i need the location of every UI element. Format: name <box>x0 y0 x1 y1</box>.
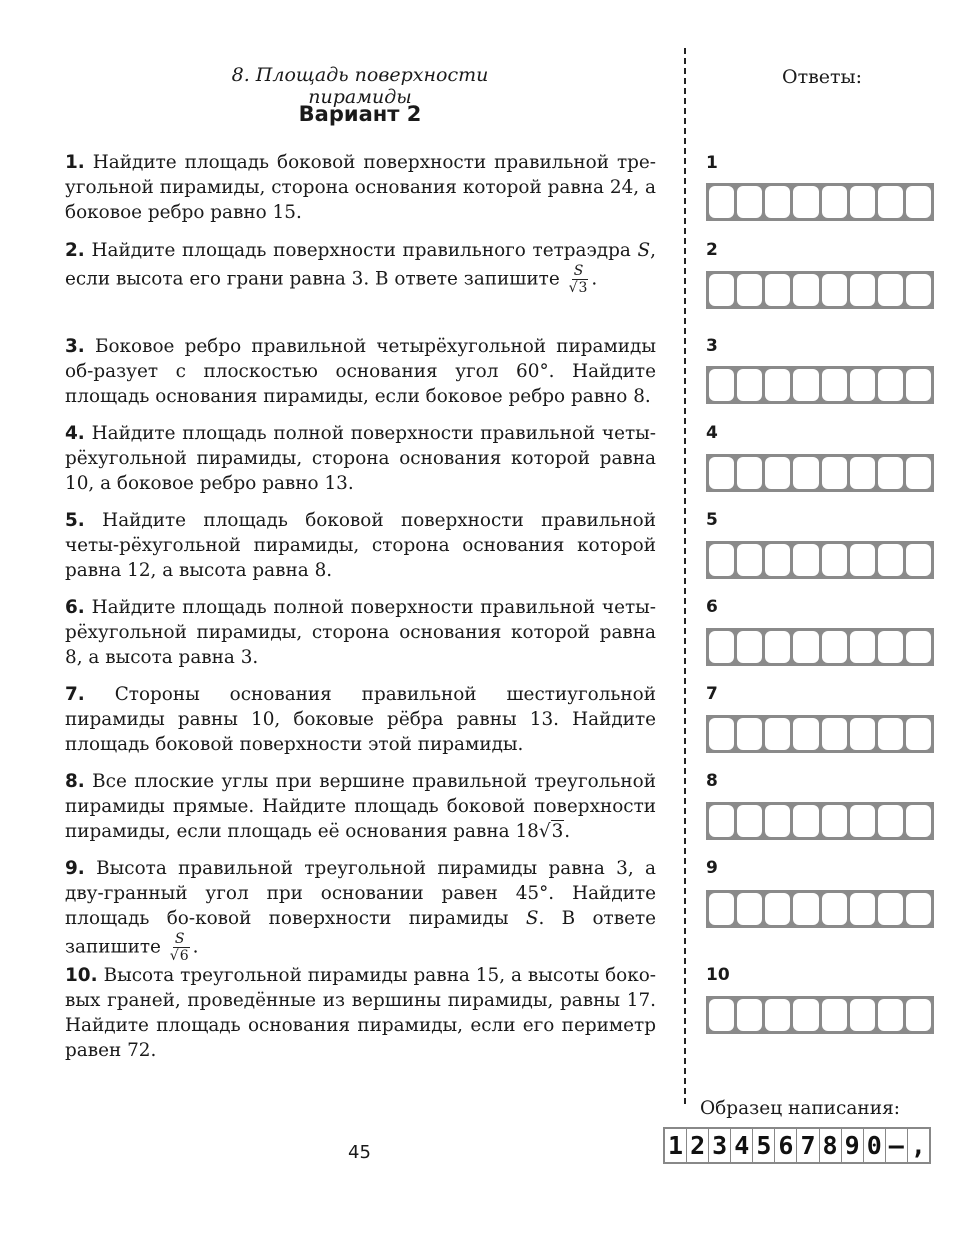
problem-text: Найдите площадь полной поверхности правильной четы-рёхугольной пирамиды, сторона основания которой равна 8, а высота равна 3. <box>65 597 656 668</box>
sample-char: 1 <box>665 1129 687 1162</box>
answer-cell[interactable] <box>709 631 734 663</box>
problem-6 <box>65 595 656 670</box>
answer-cell[interactable] <box>878 369 903 401</box>
sample-digits <box>663 1127 931 1164</box>
answer-cell[interactable] <box>765 186 790 218</box>
answer-cell[interactable] <box>878 186 903 218</box>
answer-cell[interactable] <box>822 718 847 750</box>
answer-label-4: 4 <box>706 423 718 443</box>
problem-text: Боковое ребро правильной четырёхугольной пирамиды об-разует с плоскостью основания угол 60°. Найдите площадь основания пирамиды, если боковое ребро равно 8. <box>65 336 656 407</box>
answer-cell[interactable] <box>850 718 875 750</box>
answer-cell[interactable] <box>765 999 790 1031</box>
problem-number: 5. <box>65 510 85 531</box>
answer-cell[interactable] <box>878 274 903 306</box>
answer-cell[interactable] <box>822 805 847 837</box>
problem-number: 2. <box>65 240 85 261</box>
problem-1 <box>65 150 656 225</box>
sample-char: 7 <box>797 1129 819 1162</box>
variable-s: S <box>637 240 651 261</box>
answer-cell[interactable] <box>906 369 931 401</box>
answer-boxes-5[interactable] <box>706 541 934 579</box>
sqrt-radicand: 6 <box>179 948 189 964</box>
answer-cell[interactable] <box>709 369 734 401</box>
problem-text: Все плоские углы при вершине правильной треугольной пирамиды прямые. Найдите площадь боковой поверхности пирамиды, если площадь её основания равна 18 <box>65 771 656 842</box>
answer-cell[interactable] <box>906 999 931 1031</box>
answer-cell[interactable] <box>878 718 903 750</box>
answer-boxes-2[interactable] <box>706 271 934 309</box>
answer-cell[interactable] <box>737 999 762 1031</box>
problem-text: . <box>192 936 199 958</box>
answer-cell[interactable] <box>850 999 875 1031</box>
answers-title: Ответы: <box>782 66 863 88</box>
answer-cell[interactable] <box>850 457 875 489</box>
answer-cell[interactable] <box>737 805 762 837</box>
answer-boxes-1[interactable] <box>706 183 934 221</box>
answer-cell[interactable] <box>906 186 931 218</box>
fraction-numerator: S <box>573 263 584 279</box>
fraction-denominator: √6 <box>169 948 189 964</box>
problem-10 <box>65 963 656 1063</box>
problem-number: 4. <box>65 423 85 444</box>
answer-cell[interactable] <box>850 186 875 218</box>
answer-cell[interactable] <box>737 457 762 489</box>
answer-cell[interactable] <box>737 544 762 576</box>
answer-cell[interactable] <box>737 631 762 663</box>
sample-label: Образец написания: <box>700 1098 900 1119</box>
answer-cell[interactable] <box>822 544 847 576</box>
sample-char: 2 <box>687 1129 709 1162</box>
answer-cell[interactable] <box>793 457 818 489</box>
answer-cell[interactable] <box>793 631 818 663</box>
problem-9 <box>65 856 656 964</box>
sample-char: 3 <box>709 1129 731 1162</box>
answer-label-1: 1 <box>706 153 718 173</box>
answer-cell[interactable] <box>906 631 931 663</box>
answer-cell[interactable] <box>878 544 903 576</box>
sqrt-radicand: 3 <box>578 280 588 296</box>
sample-char: 5 <box>753 1129 775 1162</box>
answer-cell[interactable] <box>765 805 790 837</box>
answer-cell[interactable] <box>850 369 875 401</box>
answer-label-3: 3 <box>706 336 718 356</box>
answer-cell[interactable] <box>765 893 790 925</box>
problem-number: 3. <box>65 336 85 357</box>
problem-3 <box>65 334 656 409</box>
problem-4 <box>65 421 656 496</box>
section-header: 8. Площадь поверхности пирамиды <box>231 64 489 108</box>
answer-cell[interactable] <box>709 457 734 489</box>
answer-cell[interactable] <box>765 457 790 489</box>
answer-cell[interactable] <box>850 544 875 576</box>
problem-text: . <box>564 821 571 842</box>
answer-cell[interactable] <box>850 274 875 306</box>
sample-char: 6 <box>775 1129 797 1162</box>
answer-cell[interactable] <box>822 186 847 218</box>
variable-s: S <box>525 908 539 929</box>
answer-cell[interactable] <box>737 893 762 925</box>
answer-cell[interactable] <box>878 893 903 925</box>
answer-boxes-7[interactable] <box>706 715 934 753</box>
answer-cell[interactable] <box>737 186 762 218</box>
answer-cell[interactable] <box>878 999 903 1031</box>
answer-label-9: 9 <box>706 858 718 878</box>
answer-cell[interactable] <box>906 457 931 489</box>
problem-text: Найдите площадь полной поверхности правильной четы-рёхугольной пирамиды, сторона основания которой равна 10, а боковое ребро равно 13. <box>65 423 656 494</box>
answer-cell[interactable] <box>878 631 903 663</box>
sample-char: 4 <box>731 1129 753 1162</box>
sample-char: , <box>910 1131 926 1160</box>
answer-label-10: 10 <box>706 965 730 985</box>
answer-cell[interactable] <box>850 631 875 663</box>
variant-title: Вариант 2 <box>298 102 422 126</box>
answer-cell[interactable] <box>793 369 818 401</box>
answer-cell[interactable] <box>906 718 931 750</box>
answer-cell[interactable] <box>822 999 847 1031</box>
answer-cell[interactable] <box>906 544 931 576</box>
answer-label-7: 7 <box>706 684 718 704</box>
sample-char: 8 <box>820 1129 842 1162</box>
answer-cell[interactable] <box>793 186 818 218</box>
answer-cell[interactable] <box>709 186 734 218</box>
answer-cell[interactable] <box>709 274 734 306</box>
answer-cell[interactable] <box>765 274 790 306</box>
page-number: 45 <box>348 1142 371 1163</box>
answer-cell[interactable] <box>906 274 931 306</box>
problem-number: 6. <box>65 597 85 618</box>
answer-cell[interactable] <box>822 369 847 401</box>
answer-boxes-6[interactable] <box>706 628 934 666</box>
answer-cell[interactable] <box>709 805 734 837</box>
sample-char: 9 <box>842 1129 864 1162</box>
fraction <box>568 263 590 296</box>
fraction-denominator: √3 <box>568 280 588 296</box>
answer-label-8: 8 <box>706 771 718 791</box>
answer-cell[interactable] <box>737 369 762 401</box>
answer-boxes-8[interactable] <box>706 802 934 840</box>
answer-cell[interactable] <box>906 893 931 925</box>
fraction <box>169 931 191 964</box>
sqrt-radicand: 3 <box>551 821 564 842</box>
answer-boxes-10[interactable] <box>706 996 934 1034</box>
answer-boxes-3[interactable] <box>706 366 934 404</box>
answer-cell[interactable] <box>850 893 875 925</box>
answer-cell[interactable] <box>793 544 818 576</box>
problem-7 <box>65 682 656 757</box>
answer-cell[interactable] <box>709 999 734 1031</box>
sample-char: 0 <box>864 1129 886 1162</box>
answer-label-5: 5 <box>706 510 718 530</box>
answer-cell[interactable] <box>793 274 818 306</box>
problem-text: . В ответе запишите <box>65 908 657 958</box>
problem-text: Стороны основания правильной шестиугольной пирамиды равны 10, боковые рёбра равны 13. Найдите площадь боковой поверхности этой пирамиды. <box>65 684 656 755</box>
problem-number: 1. <box>65 152 85 173</box>
answer-cell[interactable] <box>822 457 847 489</box>
answer-cell[interactable] <box>765 544 790 576</box>
problem-text: Найдите площадь боковой поверхности правильной четы-рёхугольной пирамиды, сторона основания которой равна 12, а высота равна 8. <box>65 510 656 581</box>
answer-cell[interactable] <box>850 805 875 837</box>
answer-cell[interactable] <box>906 805 931 837</box>
answer-cell[interactable] <box>793 805 818 837</box>
problem-text: Высота правильной треугольной пирамиды равна 3, а дву-гранный угол при основании равен 45°. Найдите площадь бо-ковой поверхности пирамиды <box>65 858 656 929</box>
problem-text: Найдите площадь боковой поверхности правильной тре-угольной пирамиды, сторона основания которой равна 24, а боковое ребро равно 15. <box>65 152 656 223</box>
answer-cell[interactable] <box>822 274 847 306</box>
problem-text: , если высота его грани равна 3. В ответе запишите <box>65 240 656 290</box>
answer-boxes-9[interactable] <box>706 890 934 928</box>
answer-label-6: 6 <box>706 597 718 617</box>
answer-cell[interactable] <box>709 718 734 750</box>
problem-2 <box>65 238 656 296</box>
fraction-numerator: S <box>174 931 185 947</box>
problem-8 <box>65 769 656 844</box>
answer-cell[interactable] <box>822 893 847 925</box>
answer-cell[interactable] <box>737 274 762 306</box>
answer-boxes-4[interactable] <box>706 454 934 492</box>
answer-cell[interactable] <box>709 893 734 925</box>
answer-cell[interactable] <box>765 369 790 401</box>
problem-text: Высота треугольной пирамиды равна 15, а высоты боко-вых граней, проведённые из вершины пирамиды, равны 17. Найдите площадь основания пирамиды, если его периметр равен 72. <box>65 965 656 1061</box>
answer-cell[interactable] <box>793 893 818 925</box>
answer-cell[interactable] <box>793 718 818 750</box>
answer-cell[interactable] <box>878 805 903 837</box>
answer-cell[interactable] <box>822 631 847 663</box>
problem-number: 7. <box>65 684 85 705</box>
answer-label-2: 2 <box>706 240 718 260</box>
dashed-divider <box>684 48 686 1104</box>
answer-cell[interactable] <box>765 631 790 663</box>
answer-cell[interactable] <box>793 999 818 1031</box>
answer-cell[interactable] <box>765 718 790 750</box>
problem-number: 9. <box>65 858 85 879</box>
problem-text: Найдите площадь поверхности правильного тетраэдра <box>91 240 631 261</box>
sample-char: – <box>886 1129 908 1162</box>
problem-text: . <box>591 268 598 290</box>
answer-cell[interactable] <box>709 544 734 576</box>
problem-number: 10. <box>65 965 98 986</box>
answer-cell[interactable] <box>878 457 903 489</box>
answer-cell[interactable] <box>737 718 762 750</box>
sqrt-expression: √3 <box>538 821 564 842</box>
problem-5 <box>65 508 656 583</box>
problem-number: 8. <box>65 771 85 792</box>
